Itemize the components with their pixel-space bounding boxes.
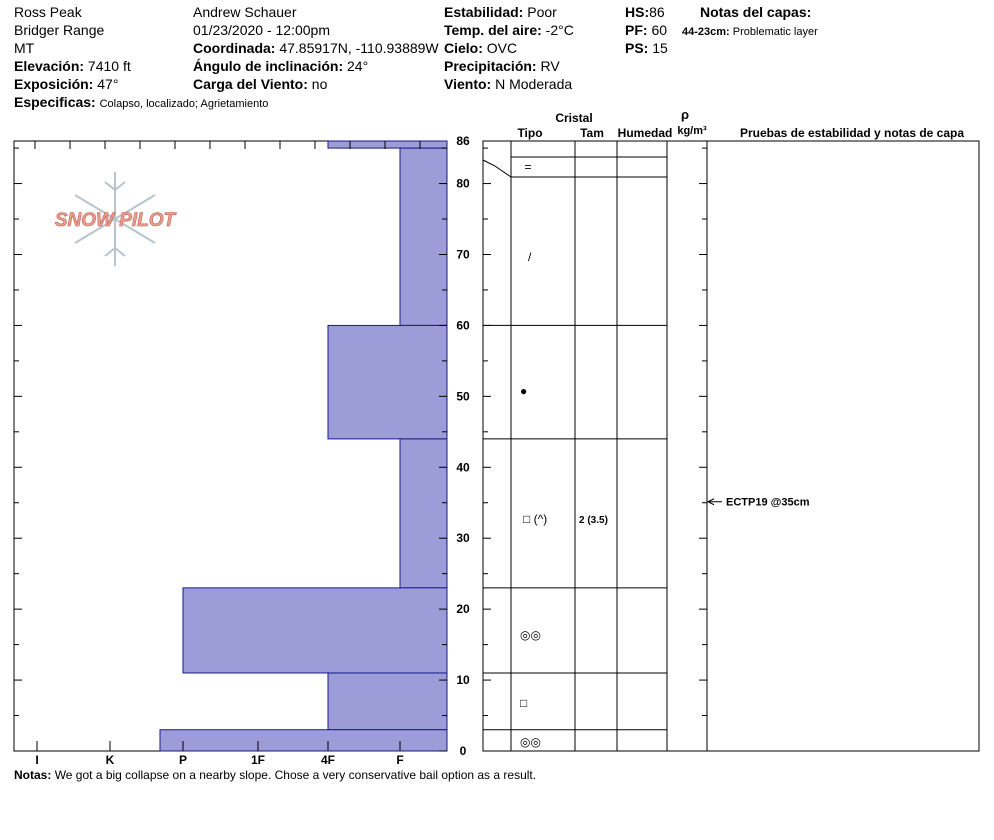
hardness-tick-label: 1F — [250, 753, 266, 767]
precipitation: Precipitación: RV — [444, 58, 560, 74]
depth-tick-label: 20 — [456, 602, 470, 617]
depth-tick-label: 70 — [456, 247, 470, 262]
location: Ross Peak — [14, 4, 82, 20]
table-headers — [517, 107, 964, 140]
stability-test-marker — [708, 497, 810, 509]
header-size: Tam — [580, 126, 604, 140]
hardness-bar — [328, 673, 447, 730]
depth-tick-label: 40 — [456, 460, 470, 475]
pf: PF: 60 — [625, 22, 668, 38]
air-temp: Temp. del aire: -2°C — [444, 22, 574, 38]
grain-symbol: □ (^) — [523, 512, 548, 526]
hardness-bar — [183, 588, 447, 673]
depth-tick-label: 30 — [456, 531, 470, 546]
stability: Estabilidad: Poor — [444, 4, 557, 20]
datetime: 01/23/2020 - 12:00pm — [193, 22, 330, 38]
header-density: kg/m³ — [677, 125, 707, 137]
notes: Notas: We got a big collapse on a nearby slope. Chose a very conservative bail option as a result. — [14, 768, 537, 782]
layer-note: 44-23cm: Problematic layer — [682, 26, 818, 38]
snowpilot-logo — [55, 172, 177, 266]
header-tests: Pruebas de estabilidad y notas de capa — [739, 126, 965, 140]
table-ticks — [699, 148, 707, 751]
hardness-bars — [160, 141, 447, 751]
depth-tick-label: 86 — [456, 134, 470, 148]
wind-load: Carga del Viento: no — [193, 76, 328, 92]
grain-symbol: ● — [520, 384, 528, 398]
test-result-label: ECTP19 @35cm — [726, 496, 810, 509]
header-moisture: Humedad — [617, 126, 673, 140]
hardness-bar — [160, 730, 447, 751]
grain-symbol: ◎◎ — [520, 735, 541, 749]
layer-table — [483, 141, 979, 751]
hardness-tick-label: P — [178, 753, 188, 767]
layer-notes-title: Notas del capas: — [700, 4, 812, 20]
slope-angle: Ángulo de inclinación: 24° — [193, 58, 369, 74]
hardness-tick-label: I — [35, 753, 39, 767]
observer: Andrew Schauer — [193, 4, 297, 20]
header-crystal: Cristal — [555, 111, 593, 125]
depth-tick-label: 50 — [456, 389, 470, 404]
depth-tick-label: 10 — [456, 673, 470, 688]
aspect: Exposición: 47° — [14, 76, 119, 92]
hs: HS:86 — [625, 4, 665, 20]
grain-symbol: □ — [520, 696, 528, 710]
depth-tick-label: 0 — [459, 744, 467, 758]
header-type: Tipo — [517, 126, 543, 140]
hardness-tick-label: F — [396, 753, 404, 767]
hardness-bar — [328, 141, 447, 148]
depth-tick-label: 60 — [456, 318, 470, 333]
hardness-bar — [400, 148, 447, 325]
wind: Viento: N Moderada — [444, 76, 573, 92]
specifics: Especificas: Colapso, localizado; Agrietamiento — [14, 94, 269, 110]
grain-size: 2 (3.5) — [579, 515, 608, 526]
hardness-bar — [400, 439, 447, 588]
sky: Cielo: OVC — [444, 40, 518, 56]
state: MT — [14, 40, 35, 56]
hardness-tick-label: K — [105, 753, 115, 767]
layer-connector — [483, 160, 511, 177]
range: Bridger Range — [14, 22, 105, 38]
hardness-tick-label: 4F — [320, 753, 336, 767]
grain-symbol: = — [524, 160, 532, 174]
header-rho: ρ — [680, 107, 690, 122]
hardness-bar — [328, 325, 447, 438]
depth-tick-label: 80 — [456, 176, 470, 191]
logo-text: SNOW PILOT — [54, 210, 176, 231]
coordinates: Coordinada: 47.85917N, -110.93889W — [193, 40, 439, 56]
grain-symbol: ◎◎ — [520, 628, 541, 642]
elevation: Elevación: 7410 ft — [14, 58, 131, 74]
ps: PS: 15 — [625, 40, 668, 56]
grain-symbol: / — [528, 250, 532, 264]
